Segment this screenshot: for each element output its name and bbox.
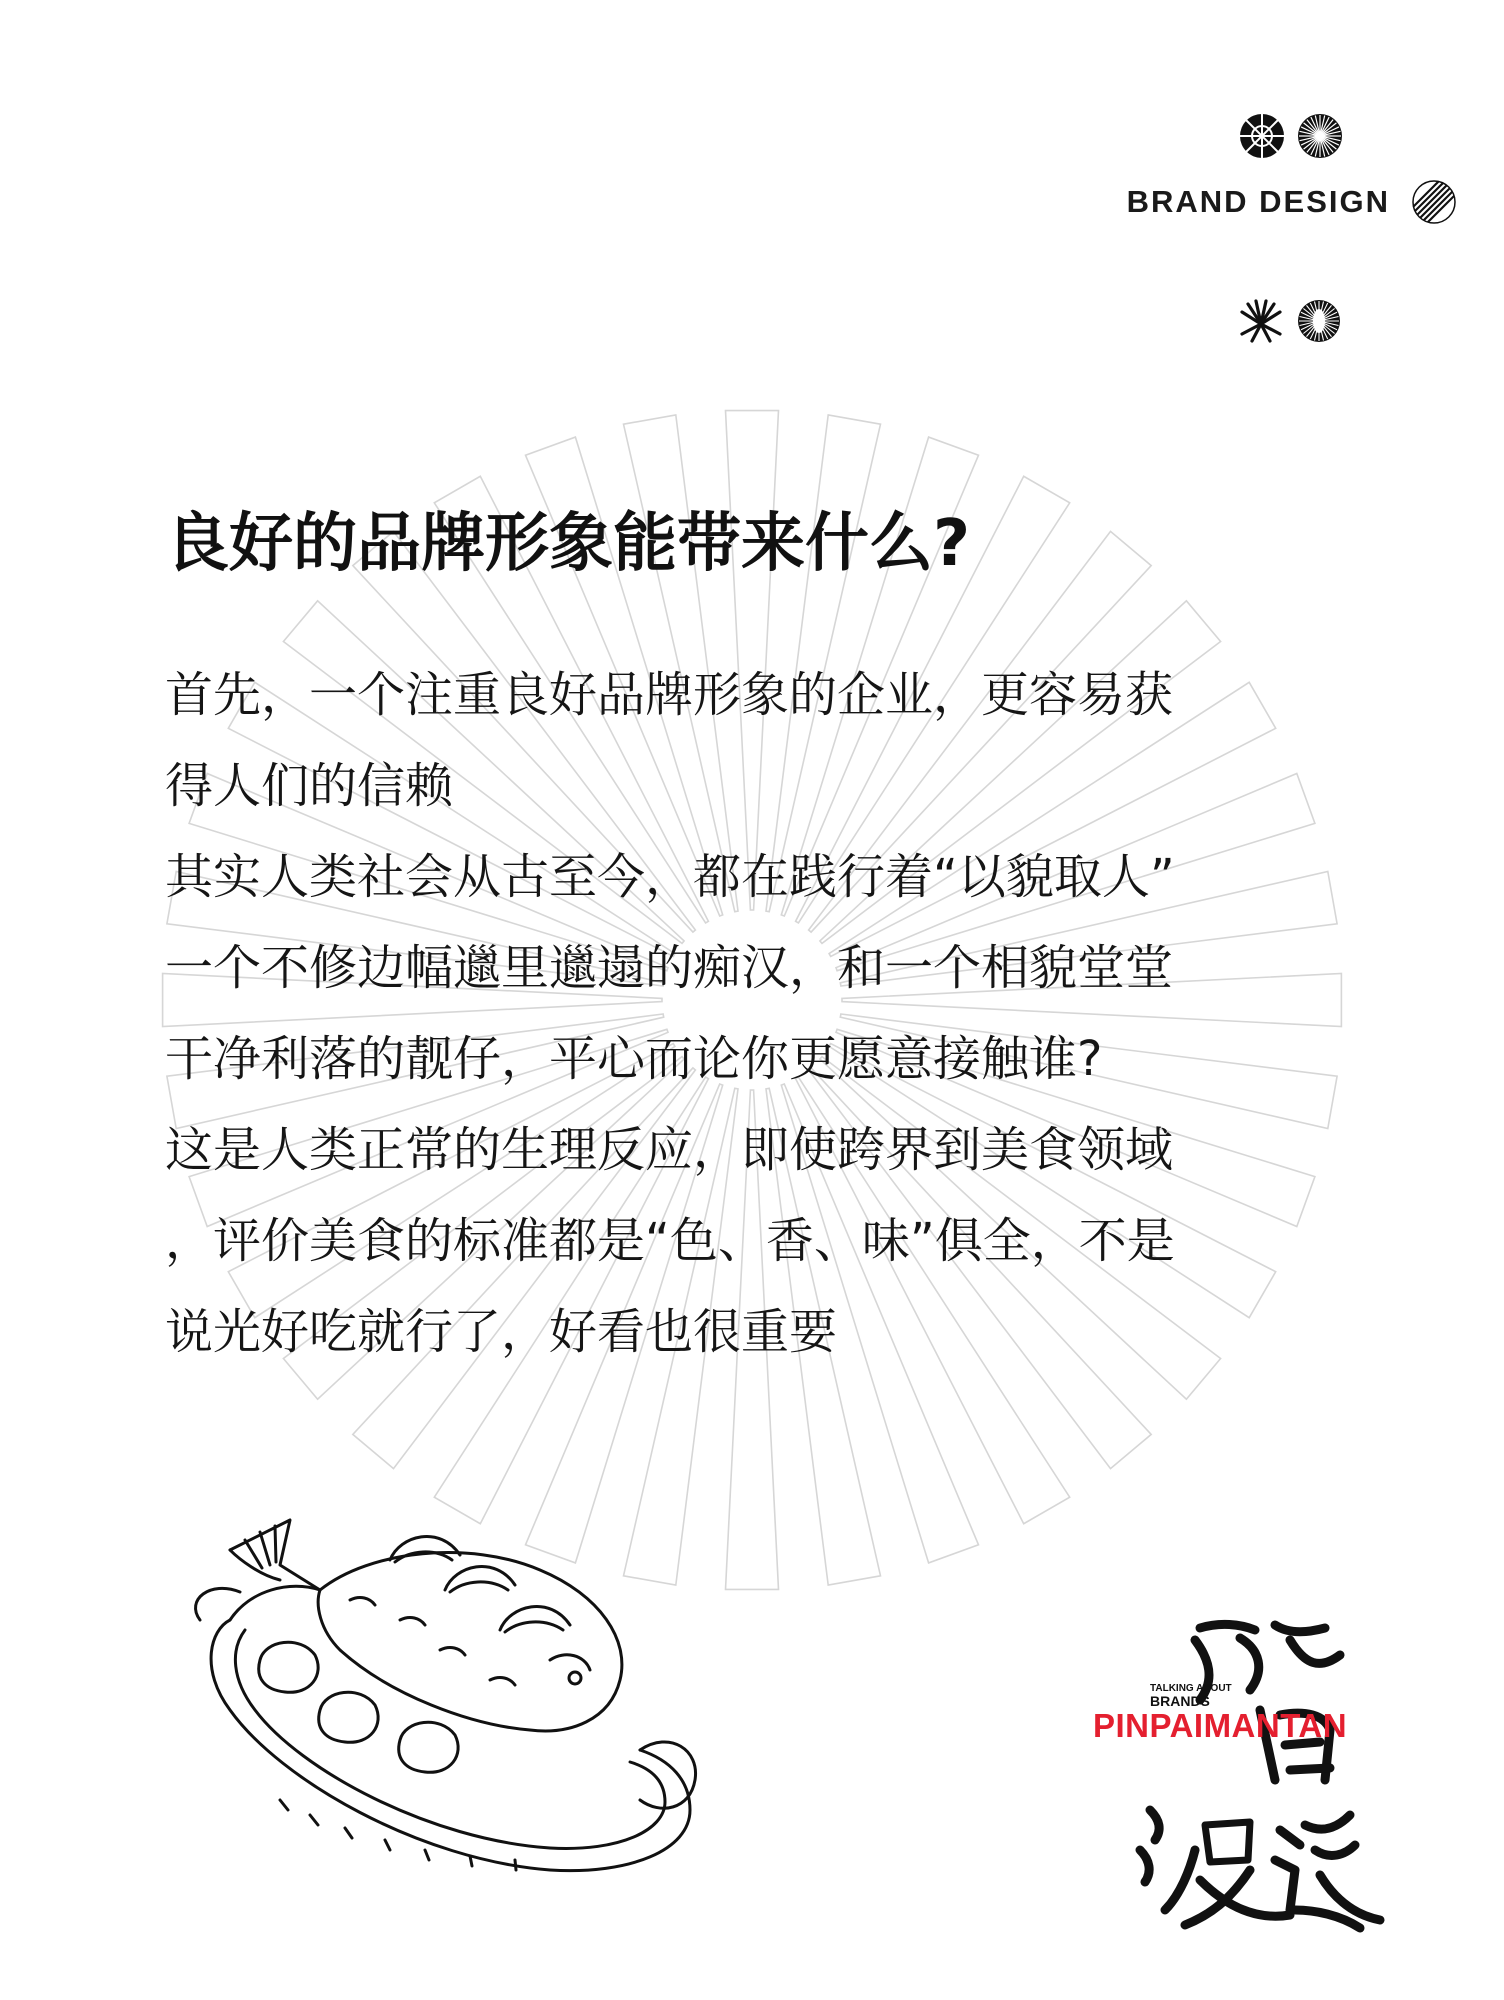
body-text [165, 650, 1405, 1378]
diagonal-stripe-circle-icon [1412, 180, 1456, 224]
body-line: 这是人类正常的生理反应，即使跨界到美食领域 [165, 1122, 1174, 1178]
body-line: 干净利落的靓仔，平心而论你更愿意接触谁? [165, 1031, 1103, 1087]
page-title: 良好的品牌形象能带来什么? [165, 507, 971, 581]
fan-burst-icon [1238, 298, 1284, 344]
logo-red-text: PINPAIMANTAN [1093, 1707, 1348, 1744]
logo-tagline [1150, 1683, 1232, 1707]
logo-tagline-line2: BRANDS [1150, 1693, 1210, 1709]
body-line: 一个不修边幅邋里邋遢的痴汉，和一个相貌堂堂 [165, 940, 1174, 996]
radial-circle-icon [1296, 112, 1344, 160]
body-line: 得人们的信赖 [165, 758, 454, 814]
body-line: ，评价美食的标准都是“色、香、味”俱全，不是 [165, 1213, 1175, 1269]
body-line: 其实人类社会从古至今，都在践行着“以貌取人” [165, 849, 1175, 905]
fish-dish-icon [170, 1480, 730, 1890]
body-line: 说光好吃就行了，好看也很重要 [165, 1304, 838, 1360]
body-line: 首先，一个注重良好品牌形象的企业，更容易获 [165, 667, 1174, 723]
grid-circle-icon [1238, 112, 1286, 160]
brand-design-label: BRAND DESIGN [1126, 184, 1390, 219]
calligraphy-logo [1090, 1610, 1390, 1940]
logo-tagline-line1: TALKING ABOUT [1150, 1683, 1232, 1694]
ring-burst-icon [1296, 298, 1342, 344]
brand-row [1127, 180, 1456, 224]
